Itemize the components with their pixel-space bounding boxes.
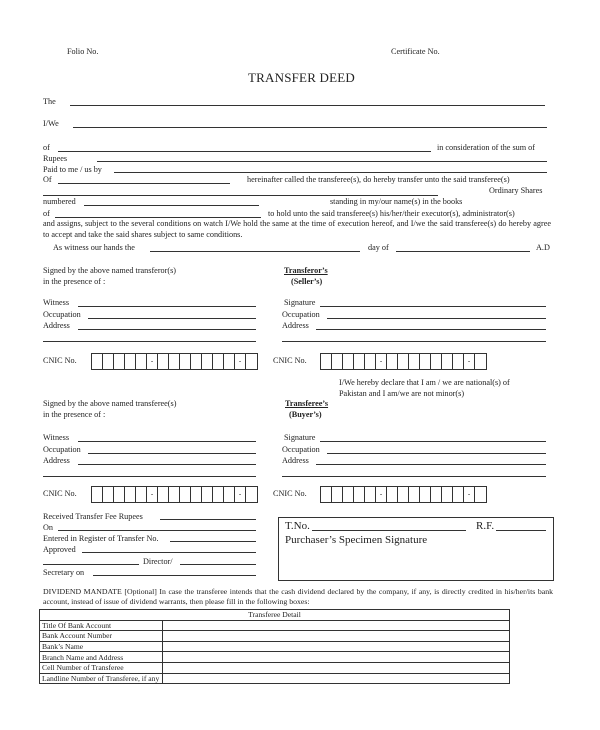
transferee-cnic-r-label: CNIC No.	[273, 489, 307, 498]
table-header: Transferee Detail	[40, 610, 510, 621]
assigns-paragraph: and assigns, subject to the several conditions on watch I/We hold the same at the time of execution hereof, and I/we the said transferee(s) do hereby agree to accept and take the said shares subject to same conditions.	[43, 219, 551, 239]
entered-field[interactable]	[170, 541, 256, 542]
the-label: The	[43, 97, 56, 106]
transferor-cnic-field[interactable]: - -	[91, 353, 258, 370]
transferor-signature-field[interactable]	[320, 306, 546, 307]
rupees-label: Rupees	[43, 154, 68, 163]
transferee-address-r-field-2[interactable]	[282, 476, 546, 477]
director-field[interactable]	[43, 564, 139, 565]
of2-field[interactable]	[58, 183, 230, 184]
on-field[interactable]	[58, 530, 256, 531]
transferor-address-label: Address	[43, 321, 70, 330]
specimen-signature-box[interactable]	[278, 517, 554, 581]
director-label: Director/	[143, 557, 173, 566]
secretary-field[interactable]	[93, 575, 256, 576]
numbered-field[interactable]	[84, 205, 259, 206]
transferee-occupation-field[interactable]	[88, 453, 256, 454]
transferor-signed-label: Signed by the above named transferor(s)	[43, 266, 177, 275]
transferor-occupation-r-label: Occupation	[282, 310, 320, 319]
tno-field[interactable]	[312, 530, 466, 531]
transferor-witness-label: Witness	[43, 298, 70, 307]
of2-label: Of	[43, 175, 52, 184]
transferor-occupation-label: Occupation	[43, 310, 81, 319]
page-title: TRANSFER DEED	[248, 70, 355, 85]
declaration-line-2: Pakistan and I am/we are not minor(s)	[339, 389, 465, 398]
transferee-address-r-field[interactable]	[316, 464, 546, 465]
transferee-detail-table	[39, 609, 510, 684]
transferor-witness-field[interactable]	[78, 306, 256, 307]
transferee-signature-field[interactable]	[320, 441, 546, 442]
dividend-mandate-text: DIVIDEND MANDATE [Optional] In case the transferee intends that the cash dividend declared by the company, if any, is directly credited in his/her/its bank account, instead of issue of dividend warrants, then please fill in the following boxes:	[43, 587, 553, 606]
transferee-cnic-field[interactable]: - -	[91, 486, 258, 503]
transferor-signature-label: Signature	[284, 298, 316, 307]
numbered-label: numbered	[43, 197, 76, 206]
transferee-sub: (Buyer’s)	[289, 410, 322, 419]
rupees-field[interactable]	[97, 161, 547, 162]
paid-by-field[interactable]	[114, 172, 547, 173]
transferee-witness-label: Witness	[43, 433, 70, 442]
secretary-label: Secretary on	[43, 568, 85, 577]
transferee-heading: Transferee’s	[285, 399, 329, 408]
paid-label: Paid to me / us by	[43, 165, 102, 174]
standing-text: standing in my/our name(s) in the books	[330, 197, 463, 206]
of3-label: of	[43, 209, 50, 218]
transferee-address-r-label: Address	[282, 456, 309, 465]
specimen-label: Purchaser’s Specimen Signature	[285, 534, 428, 546]
hold-text: to hold unto the said transferee(s) his/her/their executor(s), administrator(s)	[268, 209, 515, 218]
entered-label: Entered in Register of Transfer No.	[43, 534, 159, 543]
on-label: On	[43, 523, 54, 532]
approved-field[interactable]	[82, 552, 256, 553]
declaration-line-1: I/We hereby declare that I am / we are national(s) of	[339, 378, 510, 387]
transferee-cnic-label: CNIC No.	[43, 489, 77, 498]
transferor-sub: (Seller’s)	[291, 277, 323, 286]
rf-label: R.F.	[476, 520, 495, 532]
transferor-cnic-label: CNIC No.	[43, 356, 77, 365]
tno-label: T.No.	[285, 520, 310, 532]
transferor-heading: Transferor’s	[284, 266, 328, 275]
transferee-signature-label: Signature	[284, 433, 316, 442]
day-of-label: day of	[368, 243, 389, 252]
transferor-occupation-field[interactable]	[88, 318, 256, 319]
ad-label: A.D	[536, 243, 550, 252]
iwe-field[interactable]	[73, 127, 547, 128]
table-row: Landline Number of Transferee, if any	[40, 673, 510, 684]
table-cell-input[interactable]	[163, 652, 510, 663]
transferor-occupation-r-field[interactable]	[327, 318, 546, 319]
transferor-address-r-label: Address	[282, 321, 309, 330]
transferee-occupation-label: Occupation	[43, 445, 81, 454]
shares-count-field[interactable]	[43, 195, 438, 196]
table-row: Cell Number of Transferee	[40, 662, 510, 673]
rf-field[interactable]	[496, 530, 546, 531]
fee-label: Received Transfer Fee Rupees	[43, 512, 143, 521]
certificate-label: Certificate No.	[391, 47, 440, 56]
of-label: of	[43, 143, 50, 152]
transferee-presence-label: in the presence of :	[43, 410, 106, 419]
ordinary-shares-text: Ordinary Shares	[489, 186, 543, 195]
transferee-address-field-2[interactable]	[43, 476, 256, 477]
transferee-occupation-r-field[interactable]	[327, 453, 546, 454]
the-field[interactable]	[70, 105, 545, 106]
transferor-address-r-field-2[interactable]	[282, 341, 546, 342]
transferee-cnic-r-field[interactable]: - -	[320, 486, 487, 503]
fee-field[interactable]	[160, 519, 256, 520]
hereinafter-text: hereinafter called the transferee(s), do hereby transfer unto the said transferee(s)	[247, 175, 510, 184]
table-cell-input[interactable]	[163, 641, 510, 652]
iwe-label: I/We	[43, 119, 59, 128]
table-cell-input[interactable]	[163, 662, 510, 673]
table-cell-input[interactable]	[163, 620, 510, 631]
director-field-2[interactable]	[180, 564, 256, 565]
table-row: Branch Name and Address	[40, 652, 510, 663]
transferee-address-field[interactable]	[78, 464, 256, 465]
table-cell-input[interactable]	[163, 631, 510, 642]
transferee-address-label: Address	[43, 456, 70, 465]
transferee-occupation-r-label: Occupation	[282, 445, 320, 454]
table-cell-input[interactable]	[163, 673, 510, 684]
folio-label: Folio No.	[67, 47, 99, 56]
transferor-address-field-2[interactable]	[43, 341, 256, 342]
transferor-address-r-field[interactable]	[316, 329, 546, 330]
of3-field[interactable]	[55, 217, 261, 218]
transferor-cnic-r-field[interactable]: - -	[320, 353, 487, 370]
day-of-field[interactable]	[396, 251, 530, 252]
consideration-text: in consideration of the sum of	[437, 143, 536, 152]
transferor-address-field[interactable]	[78, 329, 256, 330]
transferor-presence-label: in the presence of :	[43, 277, 106, 286]
witness-hands-label: As witness our hands the	[53, 243, 135, 252]
witness-date-field[interactable]	[150, 251, 360, 252]
transferee-witness-field[interactable]	[78, 441, 256, 442]
table-row: Title Of Bank Account	[40, 620, 510, 631]
approved-label: Approved	[43, 545, 76, 554]
table-row: Bank Account Number	[40, 631, 510, 642]
transferor-cnic-r-label: CNIC No.	[273, 356, 307, 365]
table-row: Bank’s Name	[40, 641, 510, 652]
of-field[interactable]	[58, 151, 431, 152]
transferee-signed-label: Signed by the above named transferee(s)	[43, 399, 177, 408]
